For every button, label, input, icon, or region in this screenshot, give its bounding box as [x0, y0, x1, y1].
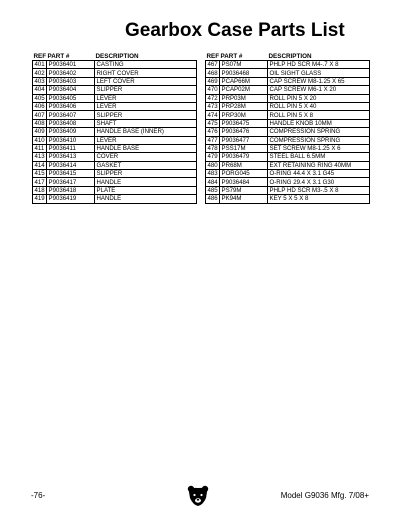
part-number-cell: P9036484 — [220, 178, 268, 186]
description-cell: ROLL PIN 5 X 20 — [268, 94, 370, 102]
ref-header: REF — [33, 52, 47, 60]
part-number-cell: P9036475 — [220, 119, 268, 127]
ref-cell: 409 — [34, 128, 45, 136]
description-cell: GASKET — [95, 161, 197, 169]
part-number-cell: P9036408 — [47, 119, 95, 127]
ref-cell: 417 — [34, 178, 45, 186]
description-cell: SLIPPER — [95, 86, 197, 94]
table-row — [33, 186, 197, 194]
table-row — [33, 119, 197, 127]
table-row — [33, 111, 197, 119]
description-cell: KEY 5 X 5 X 8 — [268, 195, 370, 203]
part-number-cell: P9036468 — [220, 69, 268, 77]
ref-cell: 486 — [207, 195, 218, 203]
ref-cell: 479 — [207, 153, 218, 161]
part-number-cell: PR68M — [220, 161, 268, 169]
table-row — [206, 86, 370, 94]
description-cell: ROLL PIN 5 X 8 — [268, 111, 370, 119]
description-cell: HANDLE KNOB 10MM — [268, 119, 370, 127]
description-cell: HANDLE BASE (INNER) — [95, 128, 197, 136]
ref-cell: 469 — [207, 77, 218, 85]
table-row — [206, 102, 370, 110]
table-row — [206, 77, 370, 85]
ref-cell: 477 — [207, 136, 218, 144]
table-row — [33, 61, 197, 69]
table-row — [33, 178, 197, 186]
table-row — [206, 186, 370, 194]
table-row — [33, 69, 197, 77]
description-header: DESCRIPTION — [95, 52, 139, 60]
ref-cell: 483 — [207, 170, 218, 178]
ref-cell: 480 — [207, 161, 218, 169]
ref-cell: 467 — [207, 61, 218, 69]
part-number-cell: PSS17M — [220, 144, 268, 152]
part-number-cell: P9036405 — [47, 94, 95, 102]
description-cell: SLIPPER — [95, 111, 197, 119]
table-header-row — [206, 52, 370, 61]
ref-cell: 484 — [207, 178, 218, 186]
part-number-cell: P9036413 — [47, 153, 95, 161]
ref-cell: 410 — [34, 136, 45, 144]
part-number-cell: PK94M — [220, 195, 268, 203]
ref-cell: 401 — [34, 61, 45, 69]
part-number-cell: PRP28M — [220, 102, 268, 110]
table-row — [206, 161, 370, 169]
table-row — [206, 111, 370, 119]
table-row — [33, 195, 197, 203]
description-cell: SHAFT — [95, 119, 197, 127]
table-row — [206, 61, 370, 69]
description-cell: EXT RETAINING RING 40MM — [268, 161, 370, 169]
table-row — [33, 128, 197, 136]
description-cell: OIL SIGHT GLASS — [268, 69, 370, 77]
part-number-cell: P9036404 — [47, 86, 95, 94]
part-number-cell: P9036411 — [47, 144, 95, 152]
description-cell: RIGHT COVER — [95, 69, 197, 77]
description-cell: CAP SCREW M6-1 X 20 — [268, 86, 370, 94]
description-cell: CASTING — [95, 61, 197, 69]
description-cell: SET SCREW M8-1.25 X 6 — [268, 144, 370, 152]
part-number-cell: P9036415 — [47, 170, 95, 178]
description-cell: COMPRESSION SPRING — [268, 128, 370, 136]
part-number-cell: P9036406 — [47, 102, 95, 110]
table-row — [206, 69, 370, 77]
ref-cell: 478 — [207, 145, 218, 153]
table-row — [33, 144, 197, 152]
ref-cell: 413 — [34, 153, 45, 161]
table-row — [33, 94, 197, 102]
part-number-cell: P9036401 — [47, 61, 95, 69]
part-number-cell: P9036410 — [47, 136, 95, 144]
parts-table-left — [32, 52, 197, 204]
table-row — [206, 128, 370, 136]
ref-cell: 476 — [207, 128, 218, 136]
table-row — [206, 119, 370, 127]
table-row — [206, 136, 370, 144]
table-row — [33, 136, 197, 144]
description-cell: O-RING 44.4 X 3.1 G45 — [268, 170, 370, 178]
ref-cell: 415 — [34, 170, 45, 178]
ref-cell: 407 — [34, 111, 45, 119]
ref-cell: 485 — [207, 187, 218, 195]
parts-table-right — [205, 52, 370, 204]
description-cell: LEVER — [95, 136, 197, 144]
ref-cell: 403 — [34, 77, 45, 85]
description-cell: PHLP HD SCR M3-.5 X 8 — [268, 186, 370, 194]
ref-cell: 408 — [34, 119, 45, 127]
table-row — [206, 178, 370, 186]
table-row — [33, 77, 197, 85]
part-number-cell: P9036479 — [220, 153, 268, 161]
part-number-cell: P9036417 — [47, 178, 95, 186]
table-row — [33, 102, 197, 110]
description-cell: PLATE — [95, 186, 197, 194]
table-row — [206, 170, 370, 178]
ref-cell: 474 — [207, 111, 218, 119]
ref-cell: 473 — [207, 103, 218, 111]
part-number-cell: PORG045 — [220, 170, 268, 178]
table-row — [33, 86, 197, 94]
description-cell: COMPRESSION SPRING — [268, 136, 370, 144]
ref-cell: 475 — [207, 119, 218, 127]
part-number-cell: P9036409 — [47, 128, 95, 136]
ref-cell: 472 — [207, 94, 218, 102]
table-row — [33, 170, 197, 178]
description-header: DESCRIPTION — [268, 52, 312, 60]
description-cell: LEVER — [95, 94, 197, 102]
part-number-cell: PCAP02M — [220, 86, 268, 94]
part-number-cell: P9036402 — [47, 69, 95, 77]
description-cell: HANDLE BASE — [95, 144, 197, 152]
part-header: PART # — [220, 52, 243, 60]
part-number-cell: P9036419 — [47, 195, 95, 203]
description-cell: HANDLE — [95, 195, 197, 203]
ref-cell: 419 — [34, 195, 45, 203]
description-cell: ROLL PIN 5 X 40 — [268, 102, 370, 110]
description-cell: STEEL BALL 6.5MM — [268, 153, 370, 161]
description-cell: PHLP HD SCR M4-.7 X 8 — [268, 61, 370, 69]
ref-cell: 418 — [34, 187, 45, 195]
table-row — [206, 144, 370, 152]
part-number-cell: P9036477 — [220, 136, 268, 144]
ref-cell: 406 — [34, 103, 45, 111]
description-cell: COVER — [95, 153, 197, 161]
table-row — [206, 153, 370, 161]
description-cell: CAP SCREW M8-1.25 X 65 — [268, 77, 370, 85]
page-title: Gearbox Case Parts List — [125, 20, 345, 41]
ref-cell: 404 — [34, 86, 45, 94]
part-number-cell: P9036403 — [47, 77, 95, 85]
part-number-cell: P9036476 — [220, 128, 268, 136]
part-number-cell: P9036414 — [47, 161, 95, 169]
part-number-cell: PRP30M — [220, 111, 268, 119]
model-info: Model G9036 Mfg. 7/08+ — [280, 491, 369, 500]
part-number-cell: PRP03M — [220, 94, 268, 102]
table-row — [206, 94, 370, 102]
table-row — [206, 195, 370, 203]
description-cell: LEVER — [95, 102, 197, 110]
description-cell: SLIPPER — [95, 170, 197, 178]
part-number-cell: PCAP66M — [220, 77, 268, 85]
part-number-cell: P9036407 — [47, 111, 95, 119]
part-number-cell: PS07M — [220, 61, 268, 69]
description-cell: O-RING 29.4 X 3.1 G30 — [268, 178, 370, 186]
ref-cell: 405 — [34, 94, 45, 102]
part-number-cell: P9036418 — [47, 186, 95, 194]
ref-cell: 411 — [33, 144, 47, 152]
ref-header: REF — [206, 52, 220, 60]
description-cell: HANDLE — [95, 178, 197, 186]
table-row — [33, 161, 197, 169]
ref-cell: 402 — [34, 69, 45, 77]
ref-cell: 414 — [34, 161, 45, 169]
grizzly-bear-logo-icon — [186, 485, 210, 507]
description-cell: LEFT COVER — [95, 77, 197, 85]
table-row — [33, 153, 197, 161]
part-header: PART # — [47, 52, 70, 60]
ref-cell: 470 — [207, 86, 218, 94]
part-number-cell: PS79M — [220, 186, 268, 194]
table-header-row — [33, 52, 197, 61]
ref-cell: 468 — [207, 69, 218, 77]
page-number: -76- — [31, 491, 46, 500]
